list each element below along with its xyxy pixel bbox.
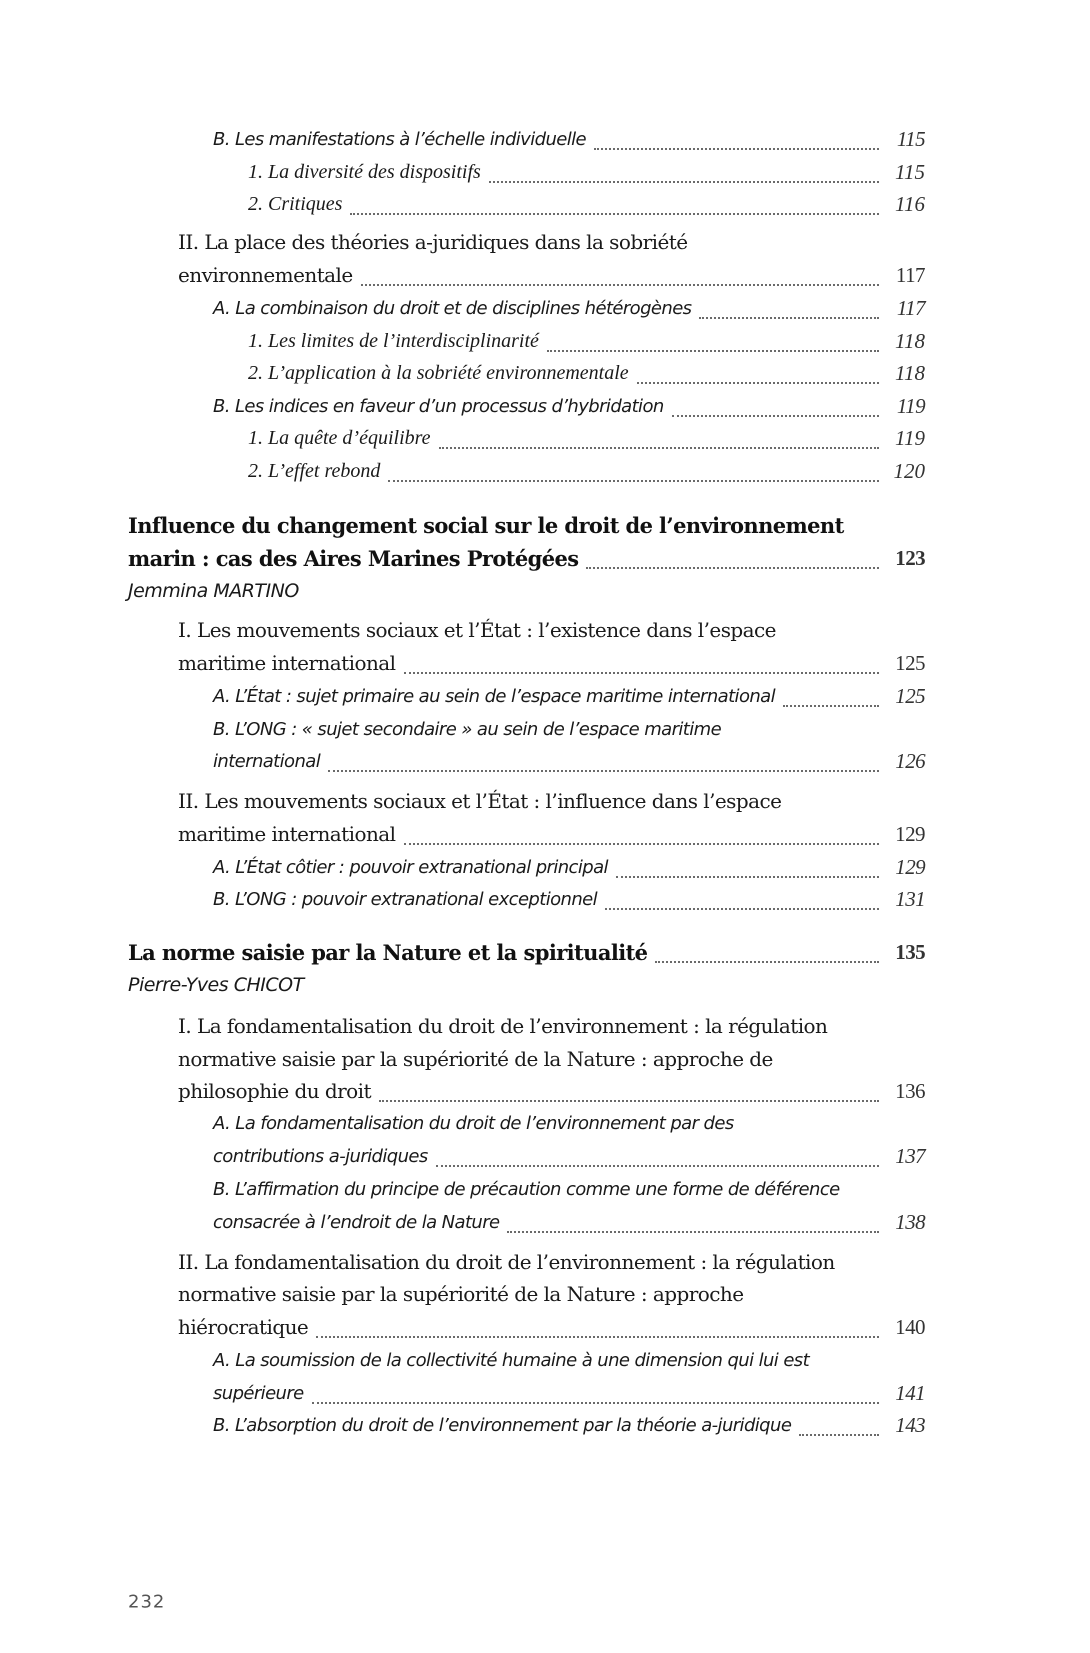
dot-leader (507, 1230, 879, 1233)
toc-entry-text: A. L’État : sujet primaire au sein de l’espace maritime international (213, 685, 775, 707)
toc-entry-page: 123 (895, 545, 925, 570)
chapter-author (128, 574, 925, 608)
toc-entry[interactable] (213, 389, 925, 423)
toc-entry[interactable] (248, 187, 925, 221)
toc-entry-page: 115 (896, 126, 925, 151)
toc-entry-page: 115 (895, 159, 925, 184)
toc-entry-page: 119 (895, 425, 925, 450)
toc-entry-page: 119 (896, 393, 925, 418)
toc-entry-text: A. La fondamentalisation du droit de l’environnement par des (213, 1112, 734, 1134)
toc-entry-text: hiérocratique (178, 1315, 309, 1339)
toc-entry-text: contributions a-juridiques (213, 1145, 428, 1167)
dot-leader (312, 1401, 879, 1404)
toc-entry-text: I. La fondamentalisation du droit de l’environnement : la régulation (178, 1014, 828, 1038)
toc-entry[interactable] (213, 744, 925, 778)
toc-entry[interactable] (248, 155, 925, 189)
author-name: Jemmina MARTINO (128, 580, 299, 602)
dot-leader (699, 316, 879, 319)
toc-entry-page: 117 (895, 262, 925, 287)
dot-leader (637, 381, 879, 384)
toc-entry-page: 129 (895, 854, 925, 879)
toc-entry[interactable] (213, 122, 925, 156)
toc-entry-text: 2. Critiques (248, 192, 343, 215)
dot-leader (404, 671, 879, 674)
toc-entry-text: II. La fondamentalisation du droit de l’environnement : la régulation (178, 1250, 835, 1274)
dot-leader (350, 212, 879, 215)
toc-entry[interactable] (213, 1408, 925, 1442)
author-name: Pierre-Yves CHICOT (128, 974, 304, 996)
toc-entry[interactable] (178, 1074, 925, 1108)
toc-entry-text: philosophie du droit (178, 1079, 371, 1103)
toc-entry[interactable] (213, 1376, 925, 1410)
dot-leader (605, 907, 879, 910)
toc-entry-text: B. L’ONG : pouvoir extranational exceptionnel (213, 888, 598, 910)
toc-entry-page: 136 (895, 1078, 925, 1103)
dot-leader (783, 704, 879, 707)
toc-entry-text: A. La combinaison du droit et de disciplines hétérogènes (213, 297, 692, 319)
toc-entry-text: consacrée à l’endroit de la Nature (213, 1211, 500, 1233)
toc-entry-page: 137 (895, 1143, 925, 1168)
toc-entry[interactable] (178, 646, 925, 680)
dot-leader (328, 769, 879, 772)
toc-entry-page: 141 (895, 1380, 925, 1405)
dot-leader (799, 1433, 879, 1436)
chapter-title-text: La norme saisie par la Nature et la spiritualité (128, 939, 648, 965)
toc-entry-line[interactable] (178, 784, 925, 818)
chapter-title-text: Influence du changement social sur le droit de l’environnement (128, 512, 844, 538)
dot-leader (655, 960, 879, 963)
toc-entry-text: supérieure (213, 1382, 304, 1404)
toc-entry-line[interactable] (213, 1172, 925, 1206)
toc-entry-line[interactable] (213, 712, 925, 746)
chapter-title-entry[interactable] (128, 541, 925, 575)
toc-entry-page: 138 (895, 1209, 925, 1234)
toc-entry-text: I. Les mouvements sociaux et l’État : l’existence dans l’espace (178, 618, 776, 642)
toc-entry-page: 125 (895, 683, 925, 708)
toc-entry-text: B. L’ONG : « sujet secondaire » au sein de l’espace maritime (213, 718, 722, 740)
toc-entry-page: 118 (895, 328, 925, 353)
toc-entry-page: 120 (893, 458, 925, 483)
toc-entry-text: 1. La quête d’équilibre (248, 426, 431, 449)
toc-entry-text: maritime international (178, 822, 396, 846)
toc-entry-text: A. La soumission de la collectivité humaine à une dimension qui lui est (213, 1349, 810, 1371)
toc-entry-line[interactable] (178, 613, 925, 647)
toc-entry[interactable] (178, 817, 925, 851)
dot-leader (436, 1164, 879, 1167)
dot-leader (439, 446, 879, 449)
dot-leader (404, 842, 879, 845)
toc-entry-page: 117 (896, 295, 925, 320)
toc-entry-page: 116 (895, 191, 925, 216)
toc-entry[interactable] (213, 882, 925, 916)
dot-leader (586, 566, 879, 569)
dot-leader (316, 1335, 879, 1338)
dot-leader (547, 349, 879, 352)
toc-entry-text: II. La place des théories a-juridiques dans la sobriété (178, 230, 688, 254)
dot-leader (388, 479, 879, 482)
chapter-title-text: marin : cas des Aires Marines Protégées (128, 545, 579, 571)
toc-entry-page: 125 (895, 650, 925, 675)
chapter-title-entry[interactable] (128, 935, 925, 969)
toc-entry-text: normative saisie par la supériorité de la Nature : approche (178, 1282, 744, 1306)
toc-entry[interactable] (213, 1205, 925, 1239)
page-number: 232 (128, 1591, 166, 1613)
toc-entry-line[interactable] (178, 1277, 925, 1311)
toc-entry-text: 1. La diversité des dispositifs (248, 160, 481, 183)
toc-entry-line[interactable] (213, 1106, 925, 1140)
toc-entry-text: 1. Les limites de l’interdisciplinarité (248, 329, 539, 352)
toc-entry-line[interactable] (178, 225, 925, 259)
toc-entry-text: B. L’affirmation du principe de précaution comme une forme de déférence (213, 1178, 840, 1200)
dot-leader (361, 283, 879, 286)
dot-leader (616, 875, 879, 878)
toc-entry[interactable] (248, 356, 925, 390)
toc-entry-line[interactable] (213, 1343, 925, 1377)
dot-leader (672, 414, 879, 417)
toc-entry-page: 143 (895, 1412, 925, 1437)
toc-entry-text: maritime international (178, 651, 396, 675)
toc-entry-text: 2. L’effet rebond (248, 459, 381, 482)
toc-entry-page: 140 (895, 1314, 925, 1339)
toc-entry-line[interactable] (178, 1042, 925, 1076)
toc-entry-text: environnementale (178, 263, 353, 287)
toc-entry-page: 118 (895, 360, 925, 385)
chapter-author (128, 968, 925, 1002)
dot-leader (379, 1099, 879, 1102)
toc-entry-page: 131 (895, 886, 925, 911)
toc-entry-text: international (213, 750, 321, 772)
toc-entry[interactable] (213, 850, 925, 884)
toc-entry-text: B. Les indices en faveur d’un processus d’hybridation (213, 395, 664, 417)
dot-leader (489, 180, 879, 183)
toc-entry-text: A. L’État côtier : pouvoir extranational principal (213, 856, 608, 878)
toc-entry[interactable] (213, 679, 925, 713)
toc-entry-page: 135 (895, 939, 925, 964)
toc-entry-page: 129 (895, 821, 925, 846)
toc-entry[interactable] (248, 324, 925, 358)
toc-entry-page: 126 (895, 748, 925, 773)
toc-entry-line[interactable] (178, 1245, 925, 1279)
toc-entry-text: 2. L’application à la sobriété environnementale (248, 361, 629, 384)
toc-entry[interactable] (178, 258, 925, 292)
toc-entry[interactable] (248, 454, 925, 488)
toc-entry-text: B. Les manifestations à l’échelle individuelle (213, 128, 587, 150)
toc-entry-line[interactable] (178, 1009, 925, 1043)
toc-entry-text: normative saisie par la supériorité de la Nature : approche de (178, 1047, 773, 1071)
toc-entry[interactable] (248, 421, 925, 455)
chapter-title-line[interactable] (128, 508, 925, 542)
toc-entry[interactable] (178, 1310, 925, 1344)
toc-entry-text: II. Les mouvements sociaux et l’État : l’influence dans l’espace (178, 789, 782, 813)
toc-entry[interactable] (213, 1139, 925, 1173)
dot-leader (594, 147, 879, 150)
toc-entry[interactable] (213, 291, 925, 325)
toc-entry-text: B. L’absorption du droit de l’environnement par la théorie a-juridique (213, 1414, 792, 1436)
